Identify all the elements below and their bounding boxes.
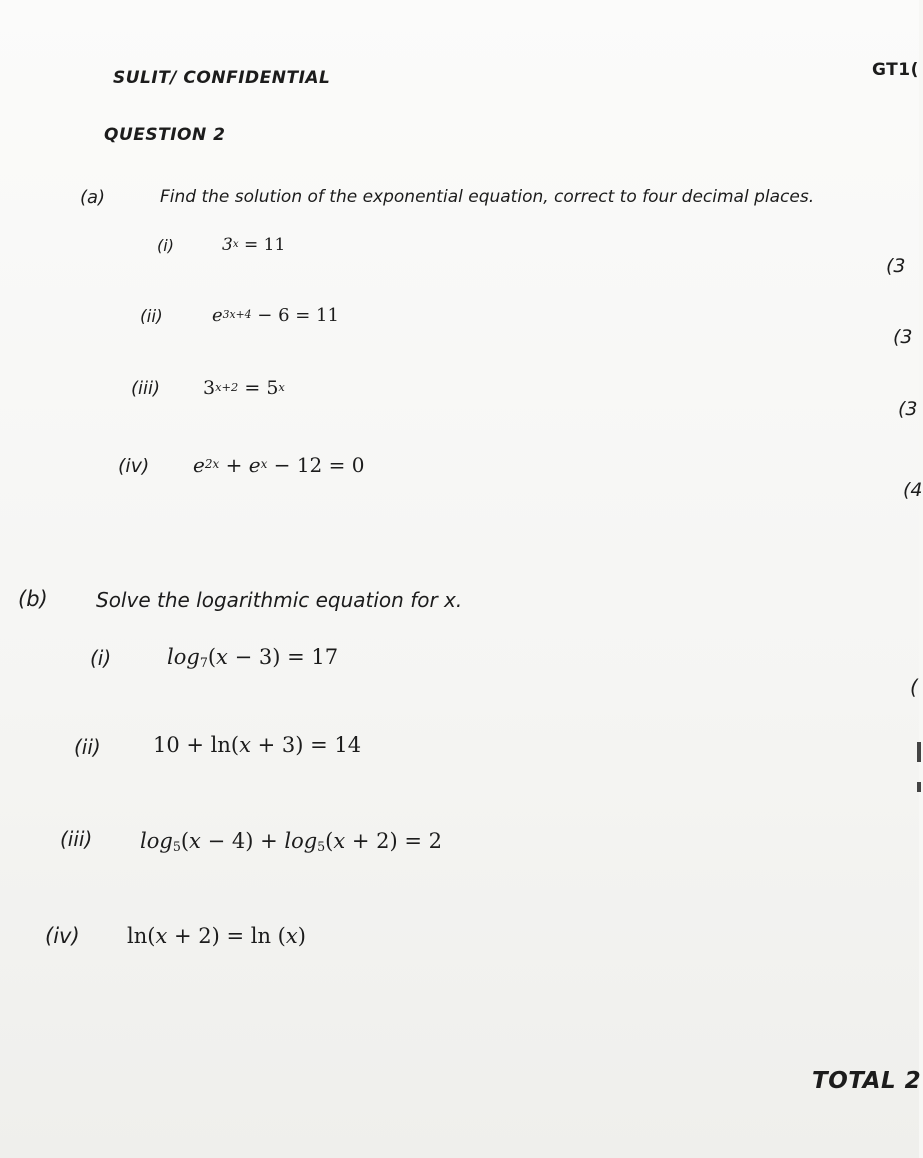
classification-label: SULIT/ CONFIDENTIAL — [113, 68, 331, 88]
b-iv-equation: ln(x + 2) = ln (x) — [127, 924, 306, 948]
b-iii-equation: $\log_5(x - 4) + \log_5(x + 2) = 2$ — [140, 829, 443, 855]
a-ii-equation: $e^{3x+4} - 6 = 11$ — [212, 305, 339, 326]
a-ii-number: (ii) — [140, 307, 163, 327]
edge-mark — [917, 782, 921, 792]
paper-code: GT1( — [872, 60, 919, 80]
b-i-number: (i) — [90, 646, 112, 670]
a-i-marks: (3 — [886, 255, 906, 277]
part-a-instruction: Find the solution of the exponential equation, correct to four decimal places. — [160, 187, 815, 207]
b-i-equation: $\log_7(x - 3) = 17$ — [167, 645, 339, 671]
a-i-equation: 3$^x$ = 11 — [222, 235, 286, 255]
edge-mark — [917, 742, 921, 762]
b-ii-equation: 10 + ln(x + 3) = 14 — [153, 733, 362, 757]
part-b-label: (b) — [18, 587, 48, 611]
a-iv-number: (iv) — [118, 455, 150, 477]
b-iii-number: (iii) — [60, 827, 93, 851]
a-iii-marks: (3 — [898, 398, 918, 420]
question-title: QUESTION 2 — [104, 125, 226, 145]
a-iii-equation: $3^{x+2} = 5^x$ — [203, 377, 285, 399]
part-a-label: (a) — [80, 187, 106, 208]
total-marks: TOTAL 2 — [812, 1068, 922, 1094]
b-ii-number: (ii) — [74, 735, 101, 759]
a-iv-equation: $e^{2x} + e^x - 12 = 0$ — [193, 453, 365, 477]
b-i-marks: ( — [910, 675, 918, 699]
a-iii-number: (iii) — [131, 378, 161, 399]
a-iv-marks: (4 — [903, 479, 923, 501]
a-i-number: (i) — [157, 236, 174, 255]
part-b-instruction: Solve the logarithmic equation for x. — [96, 588, 463, 612]
b-iv-number: (iv) — [45, 924, 80, 948]
a-ii-marks: (3 — [893, 326, 913, 348]
